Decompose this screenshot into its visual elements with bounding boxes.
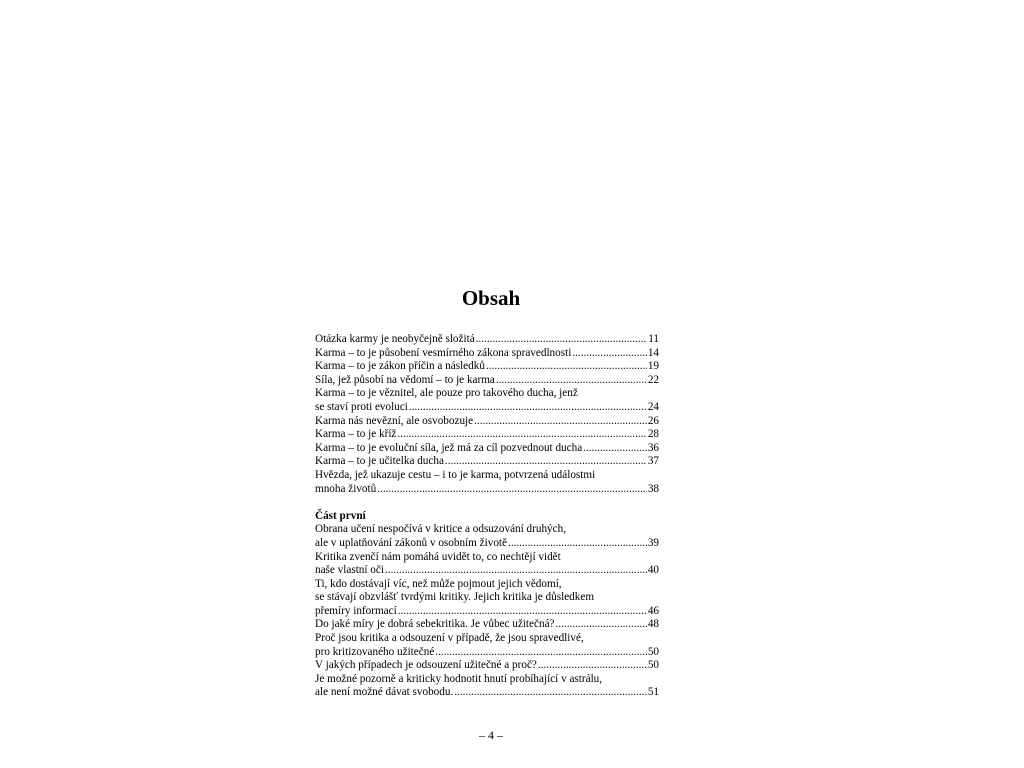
toc-entry: [315, 428, 659, 442]
toc-entry: [315, 333, 659, 347]
dot-leader: [556, 618, 647, 632]
toc-entry-row: [315, 483, 659, 497]
toc-entry: [315, 632, 659, 659]
toc-entry-page: 14: [647, 346, 659, 359]
dot-leader: [454, 686, 647, 700]
toc-entry-text: Karma – to je věznitel, ale pouze pro takového ducha, jenž: [315, 387, 578, 400]
toc-entry-page: 48: [647, 618, 659, 631]
dot-leader: [583, 442, 647, 456]
toc-entry-text: ale v uplatňování zákonů v osobním životě: [315, 536, 508, 549]
dot-leader: [486, 360, 647, 374]
toc-entry-row: [315, 415, 659, 429]
toc-entry-page: 24: [647, 400, 659, 413]
toc-main-list: [315, 333, 659, 496]
toc-entry-row: [315, 374, 659, 388]
toc-entry-text: naše vlastní oči: [315, 564, 384, 577]
toc-entry-text: V jakých případech je odsouzení užitečné a proč?: [315, 659, 537, 672]
dot-leader: [508, 537, 647, 551]
section-heading: Část první: [315, 509, 366, 522]
toc-entry-text: Karma – to je učitelka ducha: [315, 455, 444, 468]
toc-entry-page: 46: [647, 604, 659, 617]
toc-entry-row: [315, 686, 659, 700]
toc-entry: [315, 659, 659, 673]
toc-entry-text: se stávají obzvlášť tvrdými kritiky. Jejich kritika je důsledkem: [315, 591, 595, 604]
toc-entry: [315, 551, 659, 578]
toc-entry-text: Ti, kdo dostávají víc, než může pojmout jejich vědomí,: [315, 577, 562, 590]
toc-entry: [315, 455, 659, 469]
toc-entry-page: 50: [647, 645, 659, 658]
toc-entry-row: [315, 659, 659, 673]
toc-entry-text: Je možné pozorně a kriticky hodnotit hnutí probíhající v astrálu,: [315, 672, 603, 685]
toc-entry-text: přemíry informací: [315, 604, 397, 617]
dot-leader: [476, 333, 648, 347]
toc-entry-row: [315, 333, 659, 347]
dot-leader: [435, 646, 647, 660]
toc-entry-row: [315, 360, 659, 374]
dot-leader: [496, 374, 647, 388]
toc-entry-text: Obrana učení nespočívá v kritice a odsuzování druhých,: [315, 523, 567, 536]
toc-entry-row: [315, 428, 659, 442]
toc-entry-row: [315, 442, 659, 456]
toc-entry-row: [315, 537, 659, 551]
toc-entry: [315, 347, 659, 361]
toc-entry: [315, 523, 659, 550]
dot-leader: [397, 428, 646, 442]
toc-entry-row: [315, 401, 659, 415]
toc-entry-page: 19: [647, 360, 659, 373]
toc-entry-page: 50: [647, 659, 659, 672]
toc-entry-text: Hvězda, jež ukazuje cestu – i to je karma, potvrzená událostmi: [315, 468, 596, 481]
toc-entry-page: 28: [647, 428, 659, 441]
toc-entry-page: 36: [647, 441, 659, 454]
toc-entry-text: se staví proti evoluci: [315, 400, 408, 413]
toc-entry-text: Kritika zvenčí nám pomáhá uvidět to, co nechtějí vidět: [315, 550, 561, 563]
toc-entry-row: [315, 605, 659, 619]
toc-entry-text: Karma – to je působení vesmírného zákona spravedlnosti: [315, 346, 572, 359]
dot-leader: [572, 347, 646, 361]
toc-entry-page: 37: [647, 455, 659, 468]
toc-entry-row: [315, 618, 659, 632]
page-number: – 4 –: [479, 728, 503, 742]
dot-leader: [409, 401, 647, 415]
toc-entry: [315, 469, 659, 496]
toc-entry-row: [315, 455, 659, 469]
toc-entry-row: [315, 564, 659, 578]
toc-entry-row: [315, 646, 659, 660]
toc-entry-text: pro kritizovaného užitečné: [315, 645, 435, 658]
toc-entry-text: ale není možné dávat svobodu.: [315, 686, 454, 699]
toc-entry-text: Otázka karmy je neobyčejně složitá: [315, 333, 475, 345]
toc-entry: [315, 442, 659, 456]
toc-entry: [315, 415, 659, 429]
toc-entry-text: Proč jsou kritika a odsouzení v případě, že jsou spravedlivé,: [315, 632, 584, 645]
toc-entry-text: Karma – to je zákon příčin a následků: [315, 360, 485, 373]
toc-entry: [315, 360, 659, 374]
toc-section-list: [315, 523, 659, 700]
toc-entry-text: Karma nás nevězní, ale osvobozuje: [315, 414, 474, 427]
table-of-contents: [315, 333, 659, 700]
toc-entry-page: 11: [648, 333, 659, 345]
toc-entry-page: 40: [647, 564, 659, 577]
toc-entry-page: 38: [647, 482, 659, 495]
toc-entry: [315, 374, 659, 388]
toc-entry: [315, 673, 659, 700]
dot-leader: [538, 659, 647, 673]
dot-leader: [377, 483, 647, 497]
toc-entry-text: Karma – to je evoluční síla, jež má za cíl pozvednout ducha: [315, 441, 583, 454]
toc-entry-row: [315, 347, 659, 361]
toc-entry-page: 22: [647, 373, 659, 386]
dot-leader: [385, 564, 647, 578]
dot-leader: [445, 455, 647, 469]
dot-leader: [398, 605, 647, 619]
toc-entry: [315, 618, 659, 632]
page-title: Obsah: [461, 286, 521, 310]
toc-entry: [315, 578, 659, 619]
toc-entry: [315, 387, 659, 414]
toc-entry-text: Do jaké míry je dobrá sebekritika. Je vůbec užitečná?: [315, 618, 555, 631]
dot-leader: [474, 415, 647, 429]
toc-entry-page: 39: [647, 536, 659, 549]
toc-entry-text: Síla, jež působí na vědomí – to je karma: [315, 373, 495, 386]
toc-entry-text: Karma – to je kříž: [315, 428, 397, 441]
toc-entry-page: 51: [647, 686, 659, 699]
toc-entry-page: 26: [647, 414, 659, 427]
toc-entry-text: mnoha životů: [315, 482, 377, 495]
